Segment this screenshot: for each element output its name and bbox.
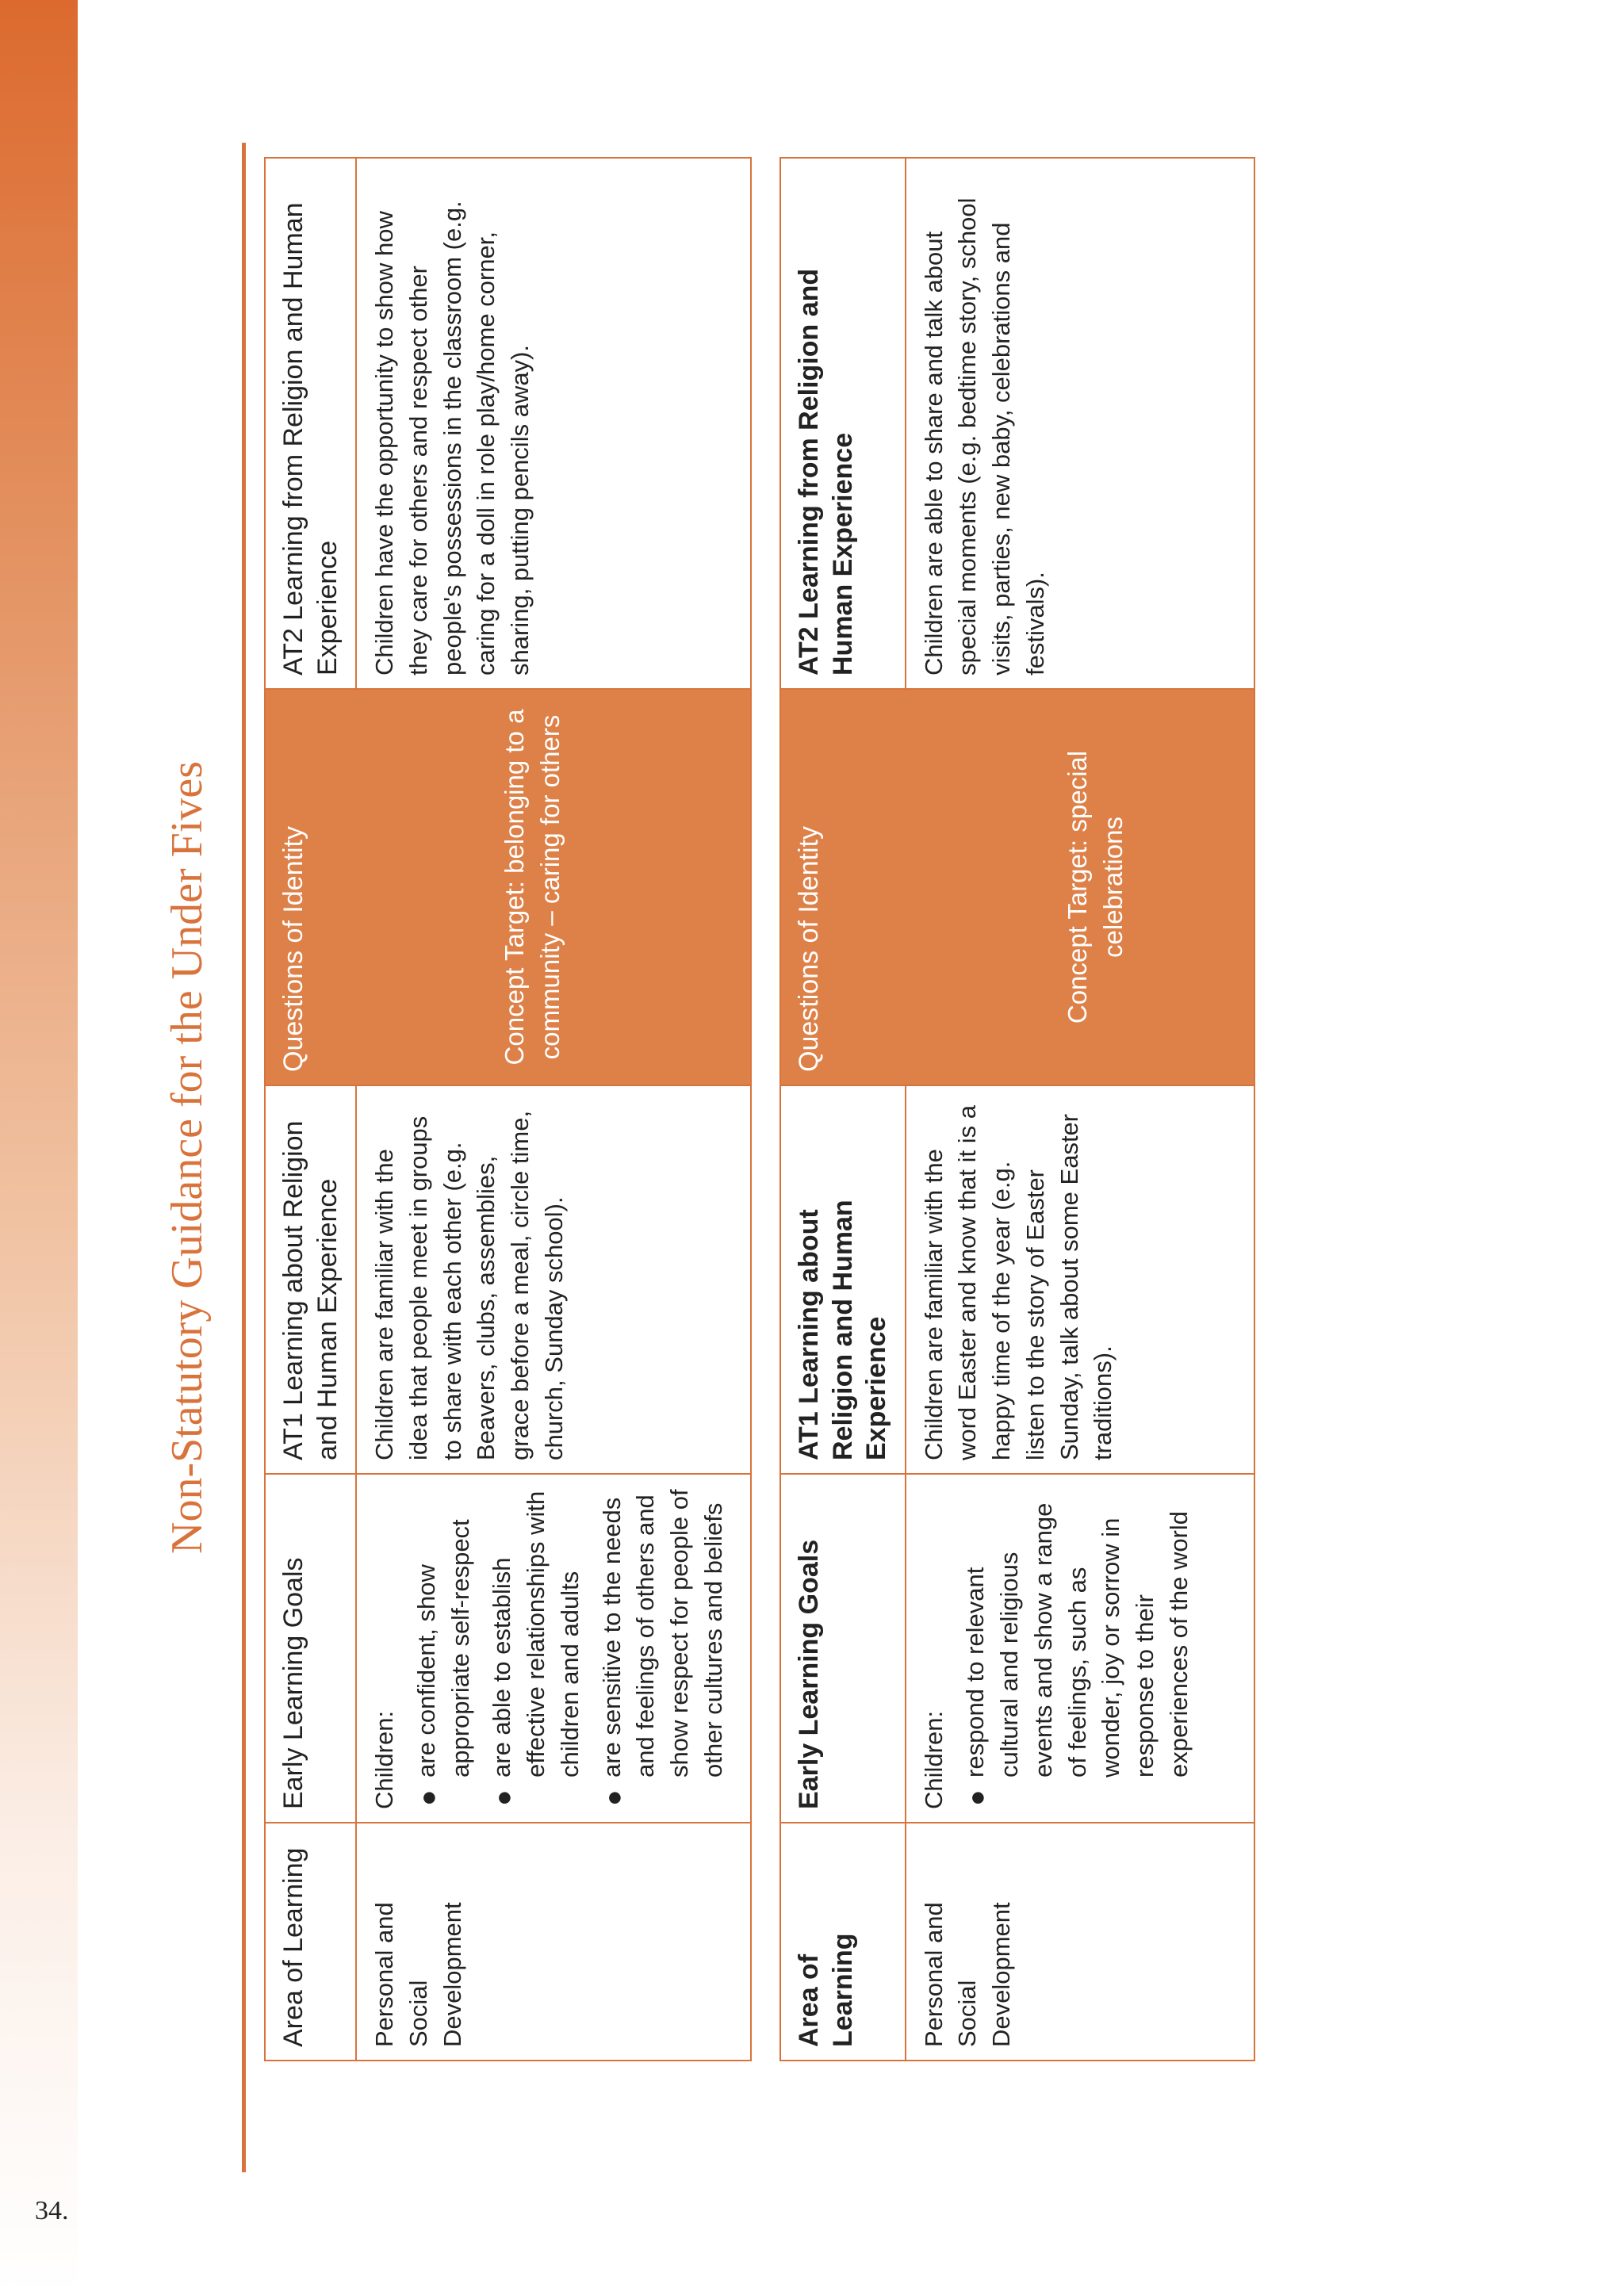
goal-text: are sensitive to the needs and feelings of others and show respect for people of other cultures and beliefs [597, 1489, 727, 1777]
cell-area: Personal and Social Development [356, 1823, 751, 2061]
table-row [356, 158, 751, 2061]
header-area-of-learning: Area of Learning [265, 1823, 356, 2061]
header-at2: AT2 Learning from Religion and Human Experience [265, 158, 356, 689]
goal-item [596, 1487, 731, 1806]
questions-of-identity-cell [780, 689, 1254, 1085]
goal-text: respond to relevant cultural and religious events and show a range of feelings, such as wonder, joy or sorrow in response to their experiences of the world [961, 1502, 1193, 1777]
header-area-of-learning: Area of Learning [780, 1823, 906, 2061]
cell-at2: Children have the opportunity to show how they care for others and respect other people's possessions in the classroom (e.g. caring for a doll in role play/home corner, sharing, putting pencils away). [356, 158, 751, 689]
page-number: 34. [35, 2196, 69, 2225]
page-title: Non-Statutory Guidance for the Under Fives [163, 761, 212, 1554]
cell-at2: Children are able to share and talk about special moments (e.g. bedtime story, school visits, parties, new baby, celebrations and festivals). [906, 158, 1255, 689]
decorative-side-strip [0, 0, 78, 2296]
cell-at1: Children are familiar with the idea that people meet in groups to share with each other (e.g. Beavers, clubs, assemblies, grace before a meal, circle time, church, Sunday school). [356, 1085, 751, 1474]
cell-at1: Children are familiar with the word Easter and know that it is a happy time of the year (e.g. listen to the story of Easter Sunday, talk about some Easter traditions). [906, 1085, 1255, 1474]
bullet-icon: ● [488, 1789, 519, 1806]
table-header-row [780, 158, 906, 2061]
questions-of-identity-label: Questions of Identity [794, 826, 824, 1072]
goals-list [959, 1487, 1196, 1809]
goal-item [410, 1487, 478, 1806]
bullet-icon: ● [962, 1789, 993, 1806]
concept-target: Concept Target: belonging to a community – caring for others [500, 709, 565, 1066]
header-at2: AT2 Learning from Religion and Human Experience [780, 158, 906, 689]
bullet-icon: ● [598, 1789, 629, 1806]
bullet-icon: ● [412, 1789, 443, 1806]
header-early-learning-goals: Early Learning Goals [780, 1474, 906, 1823]
table-row [906, 158, 1255, 2061]
rotated-page-content [151, 143, 1261, 2172]
header-early-learning-goals: Early Learning Goals [265, 1474, 356, 1823]
goals-intro: Children: [919, 1710, 948, 1809]
header-at1: AT1 Learning about Religion and Human Experience [780, 1085, 906, 1474]
goal-item [959, 1487, 1196, 1806]
cell-area: Personal and Social Development [906, 1823, 1255, 2061]
title-block [151, 143, 246, 2172]
goal-text: are able to establish effective relationships with children and adults [488, 1490, 584, 1777]
guidance-table-celebrations [779, 157, 1255, 2061]
goals-list [410, 1487, 731, 1809]
cell-goals [906, 1474, 1255, 1823]
goal-item [485, 1487, 587, 1806]
header-at1: AT1 Learning about Religion and Human Experience [265, 1085, 356, 1474]
concept-target: Concept Target: special celebrations [1063, 750, 1128, 1024]
cell-goals [356, 1474, 751, 1823]
questions-of-identity-cell [265, 689, 751, 1085]
goal-text: are confident, show appropriate self-respect [412, 1519, 474, 1777]
guidance-table-belonging [264, 157, 752, 2061]
questions-of-identity-label: Questions of Identity [278, 826, 308, 1072]
table-header-row [265, 158, 356, 2061]
goals-intro: Children: [370, 1710, 398, 1809]
